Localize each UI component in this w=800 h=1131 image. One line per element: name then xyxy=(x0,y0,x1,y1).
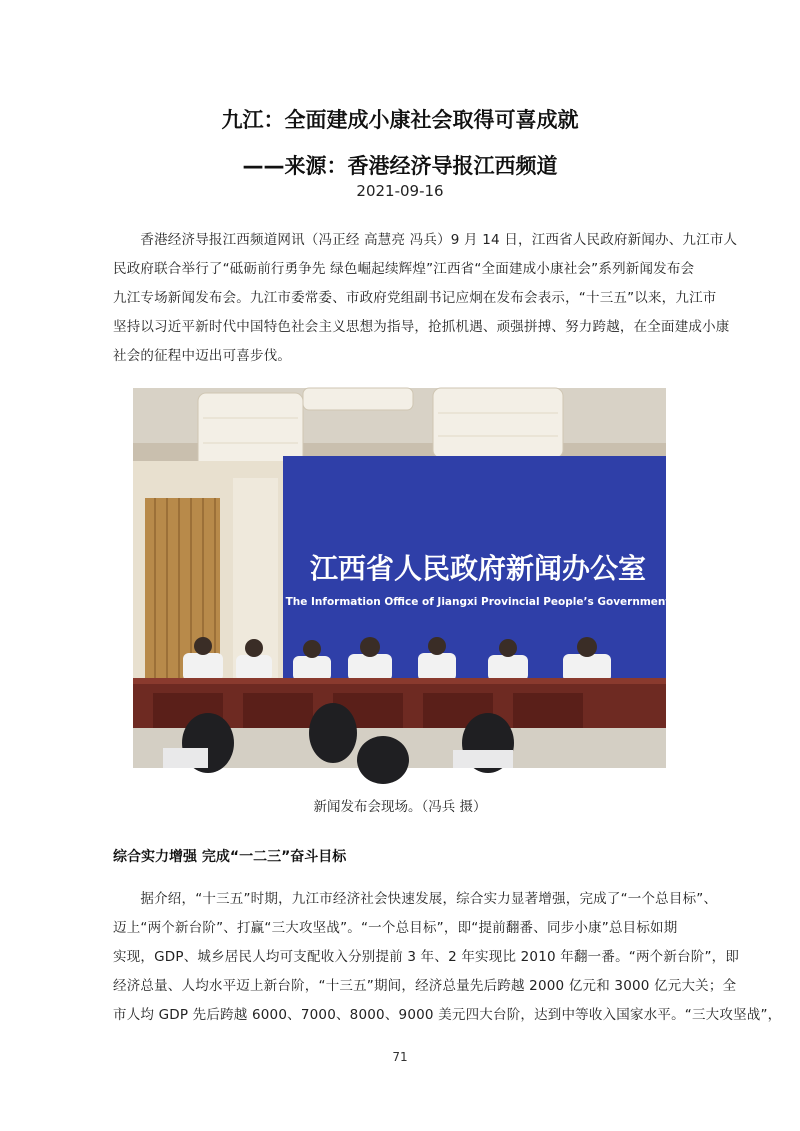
paragraph-line: 经济总量、人均水平迈上新台阶，“十三五”期间，经济总量先后跨越 2000 亿元和 3000 亿元大关；全 xyxy=(113,978,737,994)
paragraph-line: 社会的征程中迈出可喜步伐。 xyxy=(113,348,292,364)
article-source: ——来源：香港经济导报江西频道 xyxy=(242,154,558,178)
paragraph-line: 民政府联合举行了“砥砺前行勇争先 绿色崛起续辉煌”江西省“全面建成小康社会”系列新闻发布会 xyxy=(113,261,695,277)
paragraph-line: 坚持以习近平新时代中国特色社会主义思想为指导，抢抓机遇、顽强拼搏、努力跨越，在全面建成小康 xyxy=(113,319,730,335)
paragraph-intro xyxy=(113,226,738,371)
paragraph-line: 香港经济导报江西频道网讯（冯正经 高慧亮 冯兵）9 月 14 日，江西省人民政府新闻办、九江市人 xyxy=(113,232,738,248)
paragraph-line: 九江专场新闻发布会。九江市委常委、市政府党组副书记应炯在发布会表示，“十三五”以来，九江市 xyxy=(113,290,717,306)
backdrop-title-cn: 江西省人民政府新闻办公室 xyxy=(309,552,647,585)
paragraph-line: 据介绍，“十三五”时期，九江市经济社会快速发展，综合实力显著增强，完成了“一个总目标”、 xyxy=(113,891,718,907)
backdrop-title-en: The Information Office of Jiangxi Provincial People’s Government xyxy=(285,596,671,608)
article-title: 九江：全面建成小康社会取得可喜成就 xyxy=(221,108,579,132)
article-date: 2021-09-16 xyxy=(356,182,444,200)
press-conference-photo xyxy=(133,388,671,768)
page-number: 71 xyxy=(392,1050,408,1064)
paragraph-line: 实现，GDP、城乡居民人均可支配收入分别提前 3 年、2 年实现比 2010 年翻一番。“两个新台阶”，即 xyxy=(113,949,740,965)
section-heading: 综合实力增强 完成“一二三”奋斗目标 xyxy=(113,849,347,865)
paragraph-line: 迈上“两个新台阶”、打赢“三大攻坚战”。“一个总目标”，即“提前翻番、同步小康”总目标如期 xyxy=(113,920,678,936)
paragraph-line: 市人均 GDP 先后跨越 6000、7000、8000、9000 美元四大台阶，达到中等收入国家水平。“三大攻坚战”， xyxy=(113,1007,782,1023)
photo-caption: 新闻发布会现场。（冯兵 摄） xyxy=(313,799,487,815)
paragraph-section xyxy=(113,885,782,1030)
